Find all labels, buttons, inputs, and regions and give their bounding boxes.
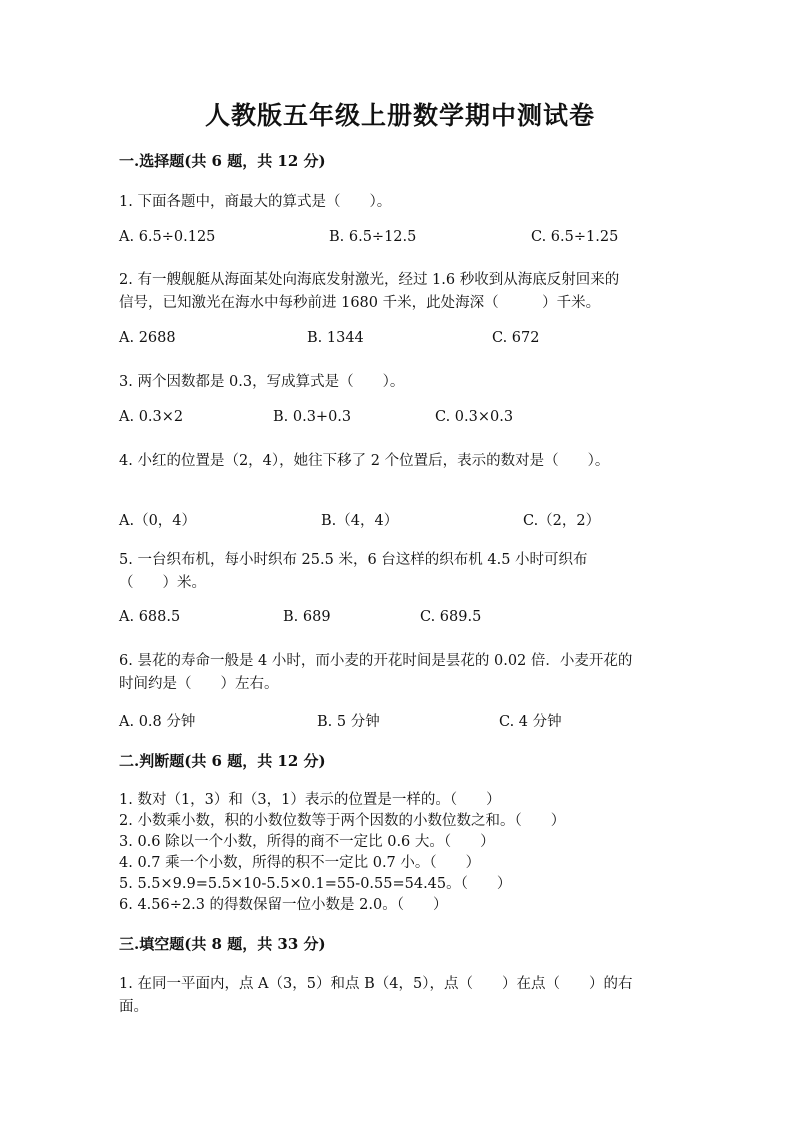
question-text: 5. 一台织布机，每小时织布 25.5 米，6 台这样的织布机 4.5 小时可织布 (119, 552, 588, 568)
section-heading-fill: 三.填空题(共 8 题，共 33 分) (119, 935, 326, 953)
option-c: C. 6.5÷1.25 (531, 229, 619, 245)
option-b: B. 6.5÷12.5 (329, 229, 417, 245)
option-b: B. 5 分钟 (317, 714, 380, 730)
section-heading-choice: 一.选择题(共 6 题，共 12 分) (119, 152, 326, 170)
option-c: C. 0.3×0.3 (435, 409, 514, 425)
option-a: A. 6.5÷0.125 (119, 229, 216, 245)
judge-item: 5. 5.5×9.9=5.5×10-5.5×0.1=55-0.55=54.45。（ ） (119, 876, 512, 892)
option-b: B. 0.3+0.3 (273, 409, 352, 425)
judge-item: 2. 小数乘小数，积的小数位数等于两个因数的小数位数之和。（ ） (119, 813, 566, 829)
question-text: （ ）米。 (119, 575, 206, 591)
judge-item: 1. 数对（1，3）和（3，1）表示的位置是一样的。（ ） (119, 792, 501, 808)
option-b: B.（4，4） (321, 513, 399, 529)
option-a: A. 688.5 (119, 609, 181, 625)
question-text: 6. 昙花的寿命一般是 4 小时，而小麦的开花时间是昙花的 0.02 倍．小麦开花的 (119, 653, 633, 669)
question-text: 信号，已知激光在海水中每秒前进 1680 千米，此处海深（ ）千米。 (119, 295, 601, 311)
question-text: 面。 (119, 999, 148, 1015)
judge-item: 6. 4.56÷2.3 的得数保留一位小数是 2.0。（ ） (119, 897, 448, 913)
option-a: A. 2688 (119, 330, 176, 346)
option-c: C. 689.5 (420, 609, 482, 625)
judge-item: 3. 0.6 除以一个小数，所得的商不一定比 0.6 大。（ ） (119, 834, 495, 850)
option-c: C.（2，2） (523, 513, 601, 529)
option-b: B. 1344 (307, 330, 364, 346)
question-text: 时间约是（ ）左右。 (119, 676, 279, 692)
question-text: 2. 有一艘舰艇从海面某处向海底发射激光，经过 1.6 秒收到从海底反射回来的 (119, 272, 620, 288)
option-a: A.（0，4） (119, 513, 197, 529)
option-a: A. 0.3×2 (119, 409, 184, 425)
question-text: 4. 小红的位置是（2，4），她往下移了 2 个位置后，表示的数对是（ ）。 (119, 453, 610, 469)
section-heading-judge: 二.判断题(共 6 题，共 12 分) (119, 752, 326, 770)
question-text: 3. 两个因数都是 0.3，写成算式是（ ）。 (119, 374, 405, 390)
exam-title: 人教版五年级上册数学期中测试卷 (204, 101, 595, 130)
option-a: A. 0.8 分钟 (119, 714, 196, 730)
question-text: 1. 下面各题中，商最大的算式是（ ）。 (119, 194, 392, 210)
option-c: C. 672 (492, 330, 540, 346)
option-b: B. 689 (283, 609, 331, 625)
question-text: 1. 在同一平面内，点 A（3，5）和点 B（4，5），点（ ）在点（ ）的右 (119, 976, 633, 992)
judge-item: 4. 0.7 乘一个小数，所得的积不一定比 0.7 小。（ ） (119, 855, 481, 871)
option-c: C. 4 分钟 (499, 714, 562, 730)
